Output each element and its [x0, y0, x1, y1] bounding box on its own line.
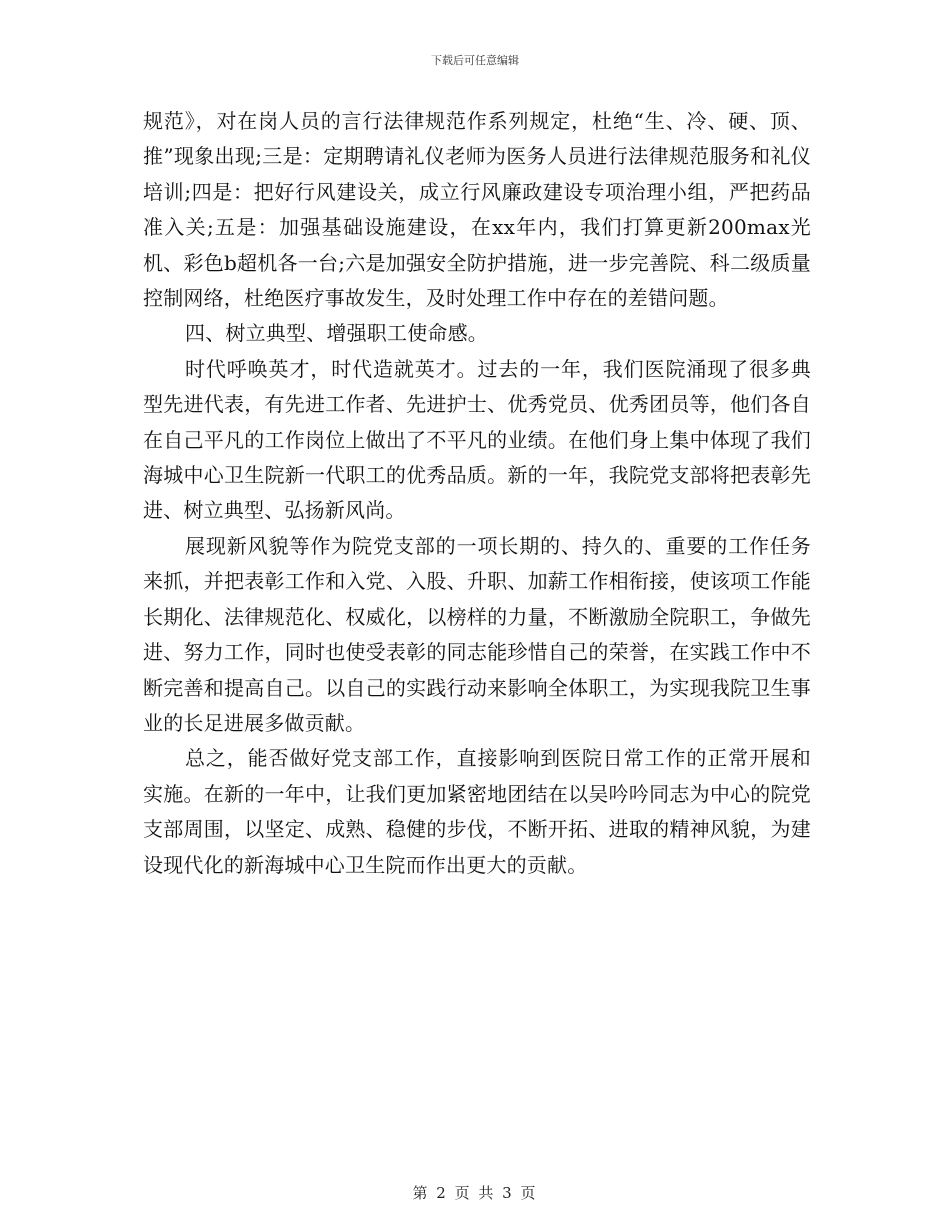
- page-number-footer: 第 2 页 共 3 页: [412, 1184, 538, 1202]
- paragraph: 总之，能否做好党支部工作，直接影响到医院日常工作的正常开展和实施。在新的一年中，让我们更加紧密地团结在以吴吟吟同志为中心的院党支部周围，以坚定、成熟、稳健的步伐，不断开拓、进取的精神风貌，为建设现代化的新海城中心卫生院而作出更大的贡献。: [143, 746, 811, 877]
- paragraph: 时代呼唤英才，时代造就英才。过去的一年，我们医院涌现了很多典型先进代表，有先进工作者、先进护士、优秀党员、优秀团员等，他们各自在自己平凡的工作岗位上做出了不平凡的业绩。在他们身上集中体现了我们海城中心卫生院新一代职工的优秀品质。新的一年，我院党支部将把表彰先进、树立典型、弘扬新风尚。: [143, 356, 811, 523]
- document-body: [143, 104, 811, 883]
- section-heading: 四、树立典型、增强职工使命感。: [185, 321, 488, 346]
- paragraph: 展现新风貌等作为院党支部的一项长期的、持久的、重要的工作任务来抓，并把表彰工作和入党、入股、升职、加薪工作相衔接，使该项工作能长期化、法律规范化、权威化，以榜样的力量，不断激励全院职工，争做先进、努力工作，同时也使受表彰的同志能珍惜自己的荣誉，在实践工作中不断完善和提高自己。以自己的实践行动来影响全体职工，为实现我院卫生事业的长足进展多做贡献。: [143, 533, 811, 735]
- page-header-note: 下载后可任意编辑: [431, 54, 519, 67]
- paragraph-continued: 规范》，对在岗人员的言行法律规范作系列规定，杜绝“生、冷、硬、顶、推”现象出现;三是：定期聘请礼仪老师为医务人员进行法律规范服务和礼仪培训;四是：把好行风建设关，成立行风廉政建设专项治理小组，严把药品准入关;五是：加强基础设施建设，在xx年内，我们打算更新200max光机、彩色b超机各一台;六是加强安全防护措施，进一步完善院、科二级质量控制网络，杜绝医疗事故发生，及时处理工作中存在的差错问题。: [143, 109, 811, 311]
